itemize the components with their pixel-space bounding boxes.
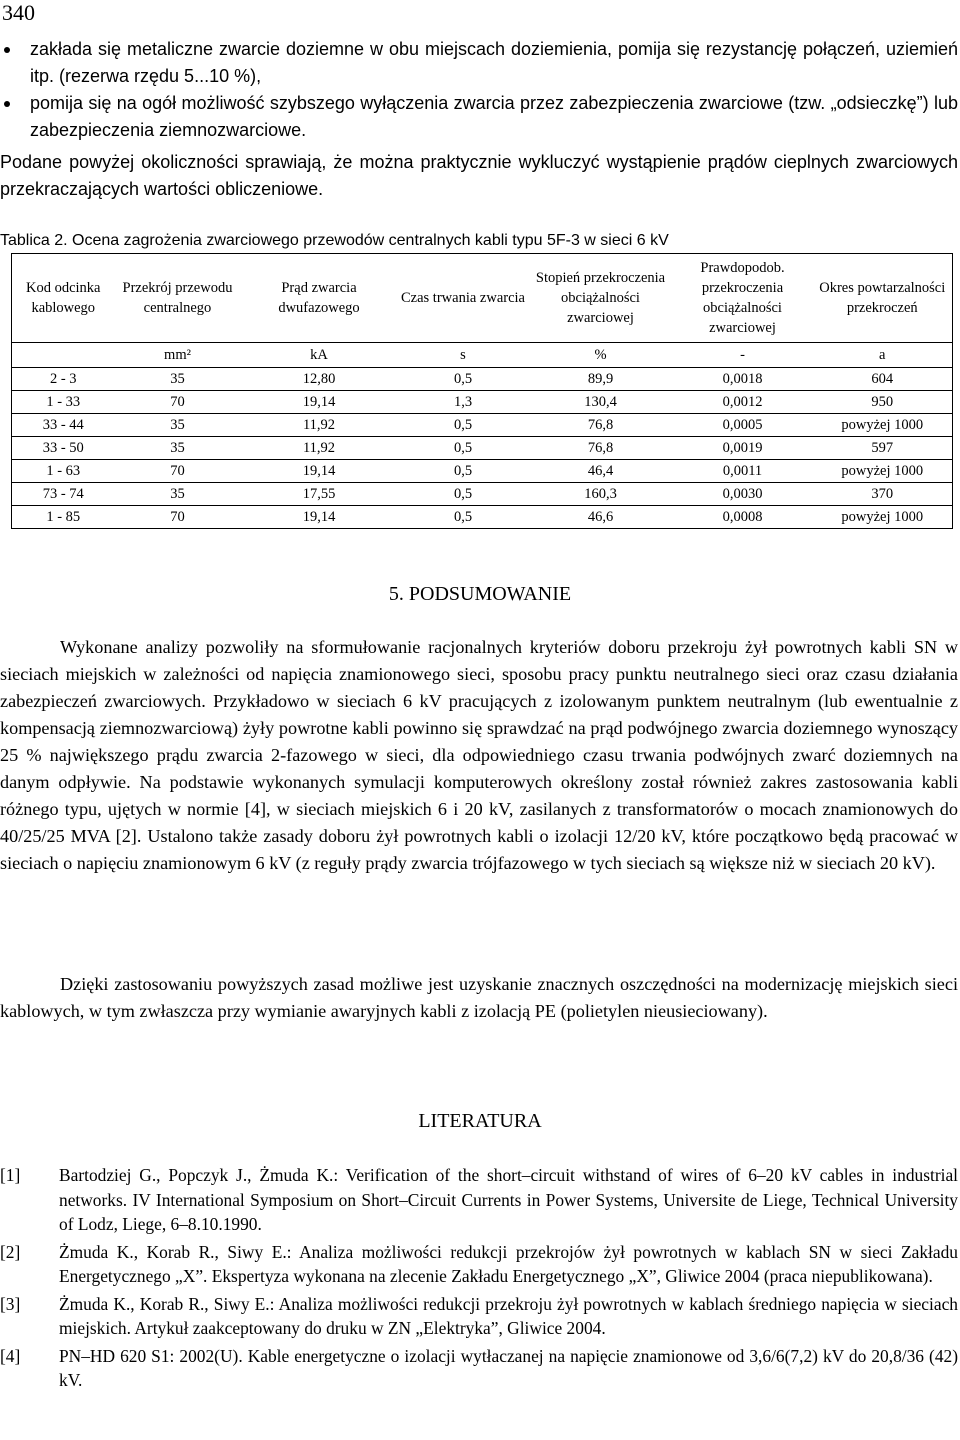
unit-cell: kA (241, 343, 398, 368)
reference-text: Bartodziej G., Popczyk J., Żmuda K.: Verification of the short–circuit withstand of wires of 6–20 kV cables in industrial networks. IV International Symposium on Short–Circuit Currents in Power Systems, Universite de Liege, Technical University of Lodz, Liege, 6–8.10.1990. (59, 1165, 958, 1234)
table-cell: 0,0018 (673, 368, 813, 391)
table-cell: powyżej 1000 (813, 414, 953, 437)
table-cell: 0,5 (398, 414, 529, 437)
table-cell: 0,0011 (673, 460, 813, 483)
reference-number: [2] (0, 1241, 21, 1262)
reference-text: PN–HD 620 S1: 2002(U). Kable energetyczne o izolacji wytłaczanej na napięcie znamionowe od 3,6/6(7,2) kV do 20,8/36 (42) kV. (59, 1345, 958, 1390)
table-header-cell: Czas trwania zwarcia (401, 290, 525, 306)
table-cell: 0,0008 (673, 506, 813, 529)
reference-item (0, 1292, 958, 1341)
table-cell: 597 (813, 437, 953, 460)
table-header-cell: Przekrój przewodu centralnego (122, 280, 233, 316)
table-cell: 604 (813, 368, 953, 391)
table-header-cell: Kod odcinka kablowego (26, 280, 101, 316)
table-cell: 0,5 (398, 437, 529, 460)
reference-text: Żmuda K., Korab R., Siwy E.: Analiza możliwości redukcji przekrojów żył powrotnych w kablach SN w sieci Zakładu Energetycznego „X”. Ekspertyza wykonana na zlecenie Zakładu Energetycznego „X”, Gliwice 2004 (praca niepublikowana). (59, 1241, 958, 1286)
table-cell: 70 (115, 391, 241, 414)
table-cell: 73 - 74 (12, 483, 115, 506)
reference-item (0, 1163, 958, 1237)
references-heading: LITERATURA (418, 1110, 542, 1132)
table-cell: 1 - 33 (12, 391, 115, 414)
list-item: pomija się na ogół możliwość szybszego wyłączenia zwarcia przez zabezpieczenia zwarciowe (tzw. „odsieczkę”) lub zabezpieczenia ziemnozwarciowe. (0, 90, 958, 144)
table-cell: 0,0005 (673, 414, 813, 437)
table-cell: 11,92 (241, 437, 398, 460)
summary-paragraph-1: Wykonane analizy pozwoliły na sformułowanie racjonalnych kryteriów doboru przekroju żył powrotnych kabli SN w sieciach miejskich w zależności od napięcia znamionowego sieci, sposobu pracy punktu neutralnego sieci oraz czasu działania zabezpieczeń zwarciowych. Przykładowo w sieciach 6 kV pracujących z izolowanym punktem neutralnym (lub ewentualnie z kompensacją ziemnozwarciową) żyły powrotne kabli powinno się sprawdzać na prąd podwójnego zwarcia doziemnego wynoszący 25 % największego prądu zwarcia 2-fazowego w sieci, dla odpowiedniego czasu trwania podwójnych zwarć doziemnych na danym odpływie. Na podstawie wykonanych symulacji komputerowych określony został również zakres zastosowania kabli różnego typu, ujętych w normie [4], w sieciach miejskich 6 i 20 kV, zasilanych z transformatorów o mocach znamionowych do 40/25/25 MVA [2]. Ustalono także zasady doboru żył powrotnych kabli o izolacji 12/20 kV, które początkowo będą pracować w sieciach o napięciu znamionowym 6 kV (z reguły prądy zwarcia trójfazowego w tych sieciach są większe niż w sieciach 20 kV). (0, 637, 958, 873)
table-header-cell: Okres powtarzalności przekroczeń (819, 280, 946, 316)
table-row (12, 460, 953, 483)
table-cell: 12,80 (241, 368, 398, 391)
table-cell: 130,4 (529, 391, 673, 414)
table-cell: 2 - 3 (12, 368, 115, 391)
summary-heading: 5. PODSUMOWANIE (388, 583, 572, 605)
summary-paragraph-2: Dzięki zastosowaniu powyższych zasad możliwe jest uzyskanie znacznych oszczędności na modernizację miejskich sieci kablowych, w tym zwłaszcza przy wymianie awaryjnych kabli z izolacją PE (polietylen nieusieciowany). (0, 974, 958, 1021)
unit-cell: mm² (115, 343, 241, 368)
table-cell: 46,6 (529, 506, 673, 529)
table-cell: 950 (813, 391, 953, 414)
table-row (12, 368, 953, 391)
table-cell: 0,0019 (673, 437, 813, 460)
table-caption: Tablica 2. Ocena zagrożenia zwarciowego przewodów centralnych kabli typu 5F-3 w sieci 6 kV (0, 232, 669, 249)
table-units-row (12, 343, 953, 368)
assumption-list (0, 36, 958, 144)
intro-paragraph: Podane powyżej okoliczności sprawiają, że można praktycznie wykluczyć wystąpienie prądów cieplnych zwarciowych przekraczających wartości obliczeniowe. (0, 152, 958, 199)
table-header-cell: Stopień przekroczenia obciążalności zwarciowej (535, 270, 666, 326)
list-item: zakłada się metaliczne zwarcie doziemne w obu miejscach doziemienia, pomija się rezystancję połączeń, uziemień itp. (rezerwa rzędu 5...10 %), (0, 36, 958, 90)
table-row (12, 414, 953, 437)
risk-table (11, 253, 953, 529)
reference-number: [4] (0, 1345, 21, 1366)
table-cell: 70 (115, 506, 241, 529)
table-cell: 0,5 (398, 483, 529, 506)
page-number: 340 (2, 0, 35, 25)
table-cell: 17,55 (241, 483, 398, 506)
table-row (12, 391, 953, 414)
unit-cell: % (529, 343, 673, 368)
table-cell: 1 - 63 (12, 460, 115, 483)
unit-cell: - (673, 343, 813, 368)
table-cell: 76,8 (529, 414, 673, 437)
unit-cell (12, 343, 115, 368)
table-cell: 1 - 85 (12, 506, 115, 529)
table-cell: 0,0012 (673, 391, 813, 414)
table-header-cell: Prąd zwarcia dwufazowego (278, 280, 360, 316)
table-cell: 370 (813, 483, 953, 506)
reference-item (0, 1344, 958, 1393)
table-cell: 35 (115, 437, 241, 460)
table-cell: 0,0030 (673, 483, 813, 506)
table-cell: powyżej 1000 (813, 506, 953, 529)
table-cell: 160,3 (529, 483, 673, 506)
table-cell: 46,4 (529, 460, 673, 483)
reference-item (0, 1240, 958, 1289)
table-row (12, 437, 953, 460)
unit-cell: s (398, 343, 529, 368)
table-cell: 33 - 44 (12, 414, 115, 437)
table-row (12, 483, 953, 506)
table-cell: 11,92 (241, 414, 398, 437)
references-list (0, 1163, 958, 1396)
table-cell: 19,14 (241, 391, 398, 414)
reference-number: [1] (0, 1165, 21, 1185)
table-cell: 1,3 (398, 391, 529, 414)
table-cell: 35 (115, 483, 241, 506)
table-cell: powyżej 1000 (813, 460, 953, 483)
reference-number: [3] (0, 1293, 21, 1314)
reference-text: Żmuda K., Korab R., Siwy E.: Analiza możliwości redukcji przekroju żył powrotnych w kablach średniego napięcia w sieciach miejskich. Artykuł zaakceptowany do druku w ZN „Elektryka”, Gliwice 2004. (59, 1293, 958, 1338)
table-cell: 70 (115, 460, 241, 483)
table-cell: 0,5 (398, 368, 529, 391)
table-cell: 35 (115, 414, 241, 437)
table-cell: 76,8 (529, 437, 673, 460)
table-cell: 35 (115, 368, 241, 391)
table-cell: 0,5 (398, 506, 529, 529)
table-header-cell: Prawdopodob. przekroczenia obciążalności zwarciowej (700, 260, 785, 336)
table-cell: 19,14 (241, 460, 398, 483)
table-row (12, 506, 953, 529)
unit-cell: a (813, 343, 953, 368)
table-cell: 0,5 (398, 460, 529, 483)
table-cell: 19,14 (241, 506, 398, 529)
table-cell: 89,9 (529, 368, 673, 391)
table-cell: 33 - 50 (12, 437, 115, 460)
table-header-row (12, 254, 953, 343)
